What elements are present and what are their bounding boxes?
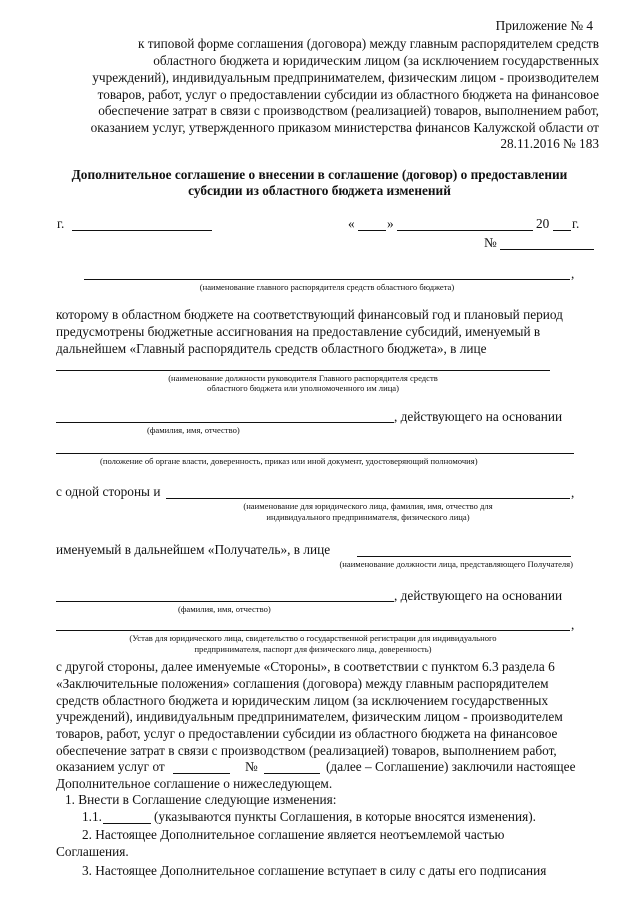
- caption-charter-1: (Устав для юридического лица, свидетельство о государственной регистрации для индивидуального: [129, 633, 497, 643]
- caption-fio-1: (фамилия, имя, отчество): [147, 425, 240, 435]
- acting-basis-1: , действующего на основании: [394, 409, 563, 424]
- caption-position-1: (наименование должности руководителя Главного распорядителя средств: [168, 373, 438, 383]
- comma: ,: [571, 485, 575, 500]
- day-line[interactable]: [358, 230, 386, 231]
- header-line: учреждений), индивидуальным предпринимателем, физическим лицом - производителем: [92, 70, 599, 85]
- header-line: обеспечение затрат в связи с производством (реализацией) товаров, выполнением работ,: [98, 103, 599, 118]
- appendix-number: Приложение № 4: [495, 18, 593, 33]
- recipient-position-line[interactable]: [357, 556, 571, 557]
- item-1-1-line[interactable]: [103, 823, 151, 824]
- item-1: 1. Внести в Соглашение следующие изменения:: [65, 792, 337, 807]
- year-suffix: г.: [572, 216, 580, 231]
- agreement-tail: (далее – Соглашение) заключили настоящее: [326, 759, 576, 774]
- acting-basis-2: , действующего на основании: [394, 588, 563, 603]
- header-line: товаров, работ, услуг о предоставлении субсидии из областного бюджета на финансовое: [97, 87, 599, 102]
- item-1-1-number: 1.1.: [82, 809, 102, 824]
- intro-line: дальнейшем «Главный распорядитель средств областного бюджета», в лице: [56, 341, 487, 356]
- paragraph-line: Дополнительное соглашение о нижеследующем.: [56, 776, 333, 791]
- paragraph-line: обеспечение затрат в связи с производством (реализацией) товаров, выполнением работ,: [56, 743, 557, 758]
- fio-line-1[interactable]: [56, 422, 394, 423]
- item-2-continued: Соглашения.: [56, 844, 129, 859]
- comma: ,: [571, 266, 575, 281]
- document-title-line1: Дополнительное соглашение о внесении в соглашение (договор) о предоставлении: [71, 167, 568, 182]
- number-line[interactable]: [500, 249, 594, 250]
- year-prefix: 20: [536, 216, 550, 231]
- basis-line[interactable]: [56, 453, 574, 454]
- item-3: 3. Настоящее Дополнительное соглашение вступает в силу с даты его подписания: [82, 863, 547, 878]
- comma: ,: [571, 617, 575, 632]
- day-quote-open: «: [348, 216, 355, 231]
- day-quote-close: »: [387, 216, 394, 231]
- year-line[interactable]: [553, 230, 571, 231]
- caption-basis: (положение об органе власти, доверенность, приказ или иной документ, удостоверяющий полномочия): [100, 456, 478, 466]
- paragraph-line: с другой стороны, далее именуемые «Стороны», в соответствии с пунктом 6.3 раздела 6: [56, 659, 555, 674]
- fio-line-2[interactable]: [56, 601, 394, 602]
- city-line[interactable]: [72, 230, 212, 231]
- paragraph-line: средств областного бюджета и юридическим лицом (за исключением государственных: [56, 693, 549, 708]
- number-sign: №: [484, 235, 497, 250]
- header-line: областного бюджета и юридическим лицом (за исключением государственных: [153, 53, 599, 68]
- agreement-number-sign: №: [245, 759, 258, 774]
- header-line: оказанием услуг, утвержденного приказом министерства финансов Калужской области от: [90, 120, 599, 135]
- paragraph-line: товаров, работ, услуг о предоставлении субсидии из областного бюджета на финансовое: [56, 726, 558, 741]
- paragraph-line: «Заключительные положения» соглашения (договора) между главным распорядителем: [56, 676, 549, 691]
- item-2: 2. Настоящее Дополнительное соглашение является неотъемлемой частью: [82, 827, 505, 842]
- caption-charter-2: предпринимателя, паспорт для физического лица, доверенность): [194, 644, 432, 654]
- chief-name-line[interactable]: [84, 279, 570, 280]
- agreement-date-line[interactable]: [173, 773, 230, 774]
- caption-legal-2: индивидуального предпринимателя, физического лица): [266, 512, 470, 522]
- city-prefix: г.: [57, 216, 65, 231]
- caption-position-2: областного бюджета или уполномоченного им лица): [207, 383, 399, 393]
- charter-line[interactable]: [56, 630, 570, 631]
- caption-legal-1: (наименование для юридического лица, фамилия, имя, отчество для: [243, 501, 493, 511]
- month-line[interactable]: [397, 230, 533, 231]
- intro-line: которому в областном бюджете на соответствующий финансовый год и плановый период: [56, 307, 563, 322]
- position-line[interactable]: [56, 370, 550, 371]
- caption-recipient-position: (наименование должности лица, представляющего Получателя): [339, 559, 573, 569]
- intro-line: предусмотрены бюджетные ассигнования на предоставление субсидий, именуемый в: [56, 324, 541, 339]
- recipient-label: именуемый в дальнейшем «Получатель», в лице: [56, 542, 331, 557]
- one-side-label: с одной стороны и: [56, 484, 161, 499]
- document-title-line2: субсидии из областного бюджета изменений: [188, 183, 451, 198]
- header-line: к типовой форме соглашения (договора) между главным распорядителем средств: [137, 36, 599, 51]
- paragraph-line: учреждений), индивидуальным предпринимателем, физическим лицом - производителем: [56, 709, 563, 724]
- agreement-number-line[interactable]: [264, 773, 320, 774]
- legal-entity-line[interactable]: [166, 498, 570, 499]
- item-1-1-text: (указываются пункты Соглашения, в которые вносятся изменения).: [154, 809, 536, 824]
- header-line: 28.11.2016 № 183: [500, 136, 599, 151]
- agreement-date-label: оказанием услуг от: [56, 759, 165, 774]
- caption-chief-name: (наименование главного распорядителя средств областного бюджета): [199, 282, 455, 292]
- caption-fio-2: (фамилия, имя, отчество): [178, 604, 271, 614]
